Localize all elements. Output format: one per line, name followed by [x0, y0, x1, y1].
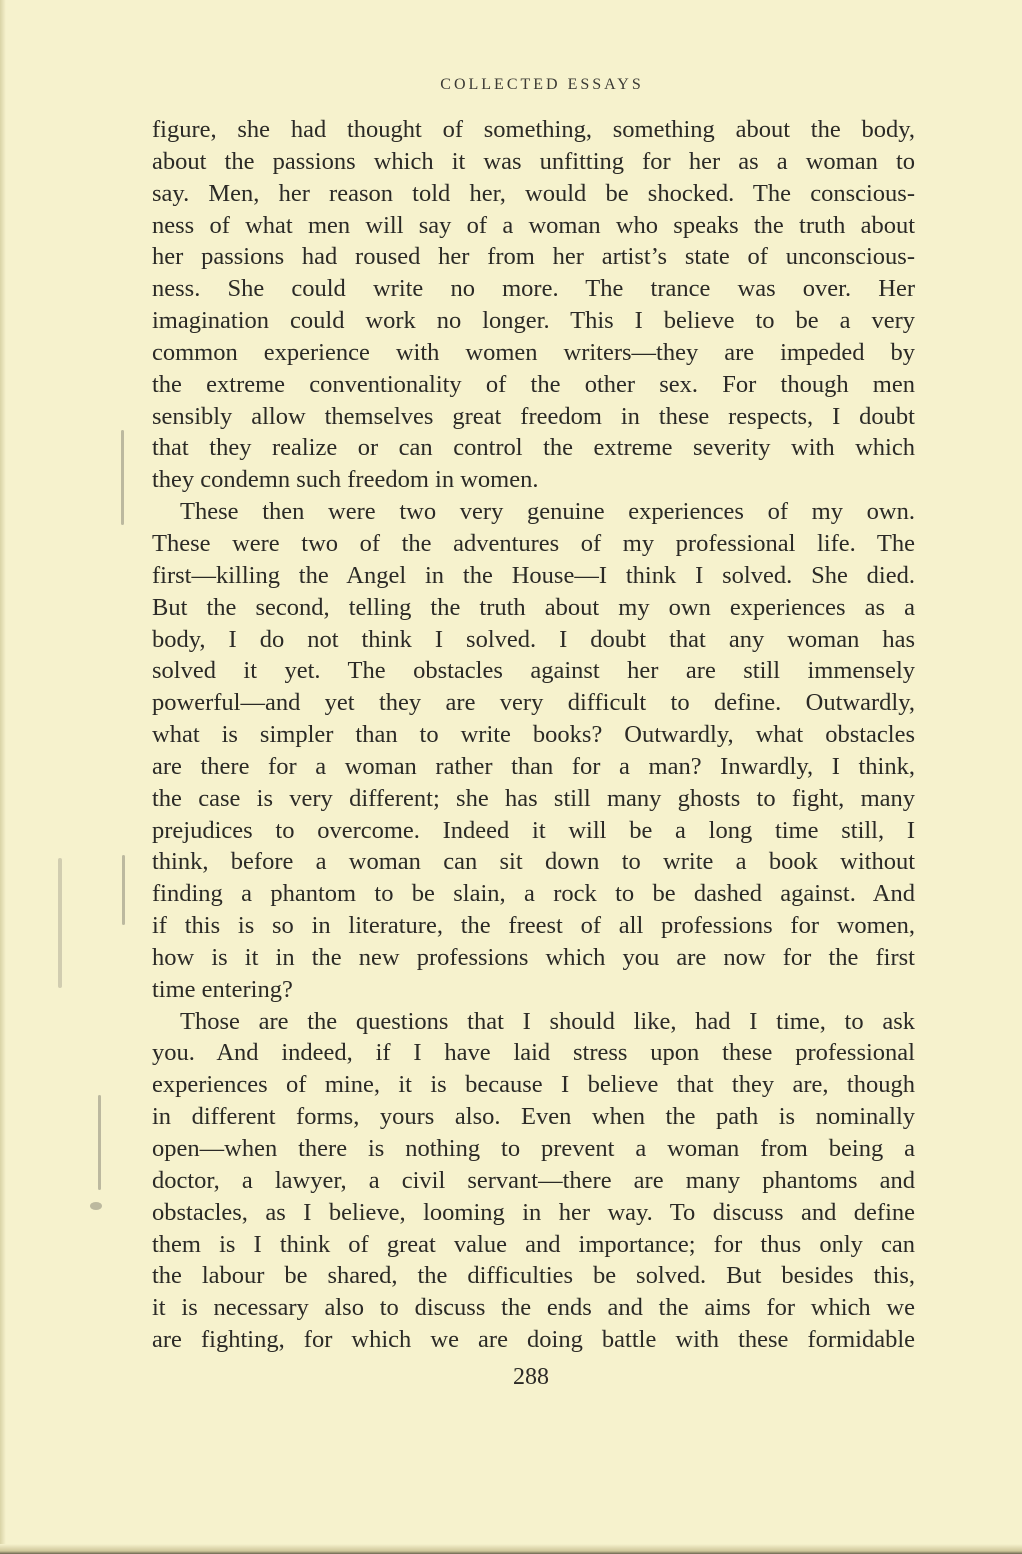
text-line: ness of what men will say of a woman who speaks the truth about: [152, 211, 915, 239]
text-line: ness. She could write no more. The trance was over. Her: [152, 275, 915, 303]
text-line: imagination could work no longer. This I believe to be a very: [152, 307, 915, 335]
text-line: These then were two very genuine experiences of my own.: [180, 498, 915, 526]
text-line: they condemn such freedom in women.: [152, 466, 539, 494]
text-line: solved it yet. The obstacles against her are still immensely: [152, 657, 915, 685]
text-line: how is it in the new professions which you are now for the first: [152, 943, 915, 971]
text-line: But the second, telling the truth about my own experiences as a: [152, 593, 915, 621]
pencil-margin-mark: [122, 855, 125, 925]
text-line: experiences of mine, it is because I believe that they are, though: [152, 1071, 915, 1099]
page-edge: [0, 1544, 1022, 1554]
text-line: first—killing the Angel in the House—I think I solved. She died.: [152, 561, 915, 589]
text-line: are fighting, for which we are doing battle with these formidable: [152, 1326, 915, 1354]
pencil-margin-mark: [121, 430, 124, 525]
text-line: prejudices to overcome. Indeed it will be a long time still, I: [152, 816, 915, 844]
text-line: Those are the questions that I should like, had I time, to ask: [180, 1007, 915, 1035]
text-line: figure, she had thought of something, something about the body,: [152, 116, 915, 143]
text-line: in different forms, yours also. Even when the path is nominally: [152, 1103, 915, 1131]
text-line: time entering?: [152, 975, 293, 1003]
text-line: say. Men, her reason told her, would be shocked. The conscious-: [152, 179, 915, 207]
text-line: if this is so in literature, the freest of all professions for women,: [152, 912, 915, 940]
text-line: the extreme conventionality of the other sex. For though men: [152, 370, 915, 398]
text-line: are there for a woman rather than for a man? Inwardly, I think,: [152, 752, 915, 780]
text-line: body, I do not think I solved. I doubt that any woman has: [152, 625, 915, 653]
text-line: them is I think of great value and importance; for thus only can: [152, 1230, 915, 1258]
pencil-margin-mark: [58, 858, 62, 988]
text-line: the case is very different; she has still many ghosts to fight, many: [152, 784, 915, 812]
text-line: obstacles, as I believe, looming in her way. To discuss and define: [152, 1198, 915, 1226]
text-line: that they realize or can control the extreme severity with which: [152, 434, 915, 462]
text-line: the labour be shared, the difficulties be solved. But besides this,: [152, 1262, 915, 1290]
text-line: These were two of the adventures of my professional life. The: [152, 529, 915, 557]
text-line: powerful—and yet they are very difficult to define. Outwardly,: [152, 689, 915, 717]
page-number: 288: [513, 1364, 549, 1390]
text-line: common experience with women writers—they are impeded by: [152, 338, 915, 366]
text-line: open—when there is nothing to prevent a woman from being a: [152, 1135, 915, 1162]
text-line: finding a phantom to be slain, a rock to be dashed against. And: [152, 880, 915, 908]
text-line: you. And indeed, if I have laid stress upon these professional: [152, 1039, 915, 1067]
text-line: about the passions which it was unfitting for her as a woman to: [152, 147, 915, 175]
text-line: doctor, a lawyer, a civil servant—there are many phantoms and: [152, 1166, 915, 1194]
pencil-margin-mark: [90, 1202, 102, 1210]
text-line: what is simpler than to write books? Outwardly, what obstacles: [152, 721, 915, 749]
running-head: COLLECTED ESSAYS: [440, 76, 644, 93]
text-line: sensibly allow themselves great freedom in these respects, I doubt: [152, 402, 915, 430]
body-text: [152, 114, 915, 1356]
page-edge: [0, 0, 6, 1554]
text-line: her passions had roused her from her artist’s state of unconscious-: [152, 243, 915, 271]
text-line: it is necessary also to discuss the ends and the aims for which we: [152, 1294, 915, 1322]
text-line: think, before a woman can sit down to write a book without: [152, 848, 915, 876]
pencil-margin-mark: [98, 1095, 101, 1190]
